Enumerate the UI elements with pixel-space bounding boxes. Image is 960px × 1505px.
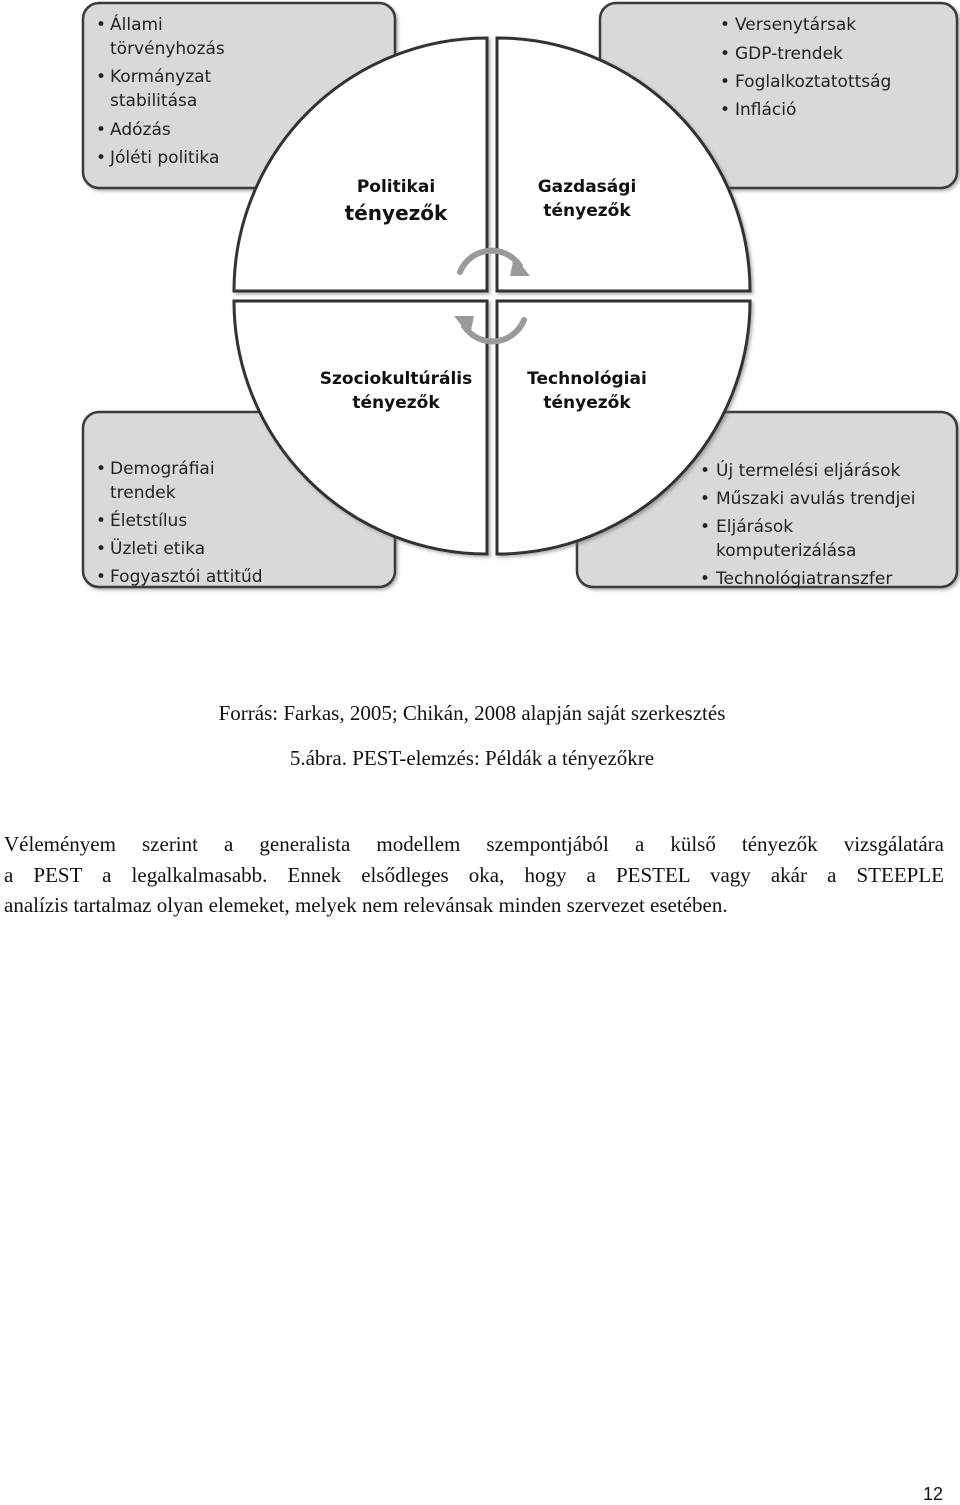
bullet: • [96, 15, 107, 35]
paragraph-line: analízis tartalmaz olyan elemeket, melyek nem relevánsak minden szervezet esetében. [4, 893, 728, 918]
list-item: Életstílus [110, 511, 188, 531]
pest-circle [234, 38, 750, 554]
list-item: Technológiatranszfer [716, 569, 893, 589]
quadrant-title: Politikai [356, 177, 436, 197]
cycle-arrows-icon [454, 251, 530, 342]
body-paragraph [4, 829, 944, 921]
list-item: komputerizálása [716, 541, 857, 561]
bullet: • [700, 461, 711, 481]
list-item: Üzleti etika [110, 539, 206, 559]
quadrant-title: Szociokultúrális [319, 369, 473, 389]
bullet: • [720, 100, 731, 120]
bullet: • [96, 148, 107, 168]
list-item: Új termelési eljárások [716, 461, 901, 481]
page-number: 12 [922, 1484, 943, 1504]
list-item: trendek [110, 483, 176, 503]
figure-caption: 5.ábra. PEST-elemzés: Példák a tényezőkre [289, 746, 655, 770]
list-item: Eljárások [716, 517, 794, 537]
list-item: Fogyasztói attitűd [110, 567, 263, 587]
list-item: Jóléti politika [110, 148, 220, 168]
bullet: • [720, 44, 731, 64]
bullet: • [700, 569, 711, 589]
quadrant-title: tényezők [543, 393, 631, 413]
bullet: • [96, 539, 107, 559]
list-item: Foglalkoztatottság [735, 72, 892, 92]
bullet: • [96, 67, 107, 87]
quadrant-title: Gazdasági [537, 177, 637, 197]
list-item: Műszaki avulás trendjei [716, 489, 916, 509]
list-item: Kormányzat [110, 67, 212, 87]
list-item: GDP-trendek [735, 44, 843, 64]
list-item: Infláció [735, 100, 797, 120]
bullet: • [720, 15, 731, 35]
paragraph-line: Véleményem szerint a generalista modellem szempontjából a külső tényezők vizsgálatára [4, 832, 944, 856]
bullet: • [96, 511, 107, 531]
source-caption: Forrás: Farkas, 2005; Chikán, 2008 alapján saját szerkesztés [218, 701, 726, 725]
bullet: • [700, 489, 711, 509]
list-item: Állami [110, 15, 163, 35]
bullet: • [96, 459, 107, 479]
list-item: Versenytársak [735, 15, 857, 35]
quadrant-title: tényezők [344, 201, 448, 225]
bullet: • [700, 517, 711, 537]
bullet: • [720, 72, 731, 92]
quadrant-title: tényezők [543, 201, 631, 221]
bullet: • [96, 567, 107, 587]
paragraph-line: a PEST a legalkalmasabb. Ennek elsődleges oka, hogy a PESTEL vagy akár a STEEPLE [4, 862, 944, 887]
list-item: törvényhozás [110, 39, 225, 59]
list-item: stabilitása [110, 91, 198, 111]
list-item: Adózás [110, 120, 171, 140]
pest-diagram [0, 0, 960, 600]
bullet: • [96, 120, 107, 140]
list-item: Demográfiai [110, 459, 215, 479]
quadrant-title: Technológiai [527, 369, 647, 389]
quadrant-title: tényezők [352, 393, 440, 413]
